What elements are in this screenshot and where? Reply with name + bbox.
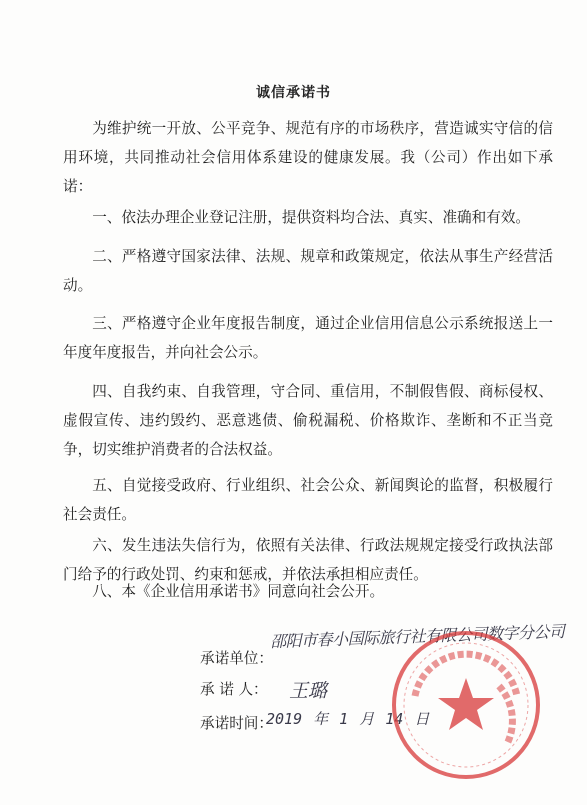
unit-label: 承诺单位： — [200, 650, 273, 667]
signature-date-row — [200, 712, 273, 733]
commitment-item-5: 五、自觉接受政府、行业组织、社会公众、新闻舆论的监督，积极履行社会责任。 — [63, 477, 553, 523]
commitment-item-2: 二、严格遵守国家法律、法规、规章和政策规定，依法从事生产经营活动。 — [63, 248, 553, 294]
intro-paragraph: 为维护统一开放、公平竞争、规范有序的市场秩序，营造诚实守信的信用环境，共同推动社会信用体系建设的健康发展。我（公司）作出如下承诺： — [63, 120, 553, 195]
company-seal-stamp — [387, 626, 545, 784]
signature-unit-row — [200, 647, 273, 668]
commitment-item-6: 六、发生违法失信行为，依照有关法律、行政法规规定接受行政执法部门给予的行政处罚、约束和惩戒，并依法承担相应责任。 — [63, 537, 553, 583]
document-title: 诚信承诺书 — [256, 85, 331, 101]
commitment-item-4: 四、自我约束、自我管理，守合同、重信用，不制假售假、商标侵权、虚假宣传、违约毁约、恶意逃债、偷税漏税、价格欺诈、垄断和不正当竞争，切实维护消费者的合法权益。 — [63, 383, 553, 458]
date-label: 承诺时间： — [200, 715, 273, 732]
handwritten-date: 2019 年 1 月 14 日 — [266, 710, 430, 728]
signature-person-row — [200, 678, 268, 699]
handwritten-signature: 王璐 — [289, 680, 328, 702]
handwritten-unit-name: 邵阳市春小国际旅行社有限公司数字分公司 — [269, 621, 565, 652]
commitment-item-3: 三、严格遵守企业年度报告制度，通过企业信用信息公示系统报送上一年度年度报告，并向社会公示。 — [63, 315, 553, 361]
commitment-item-1: 一、依法办理企业登记注册，提供资料均合法、真实、准确和有效。 — [92, 209, 531, 226]
star-icon — [438, 678, 494, 730]
person-label: 承 诺 人： — [200, 681, 268, 698]
commitment-item-8: 八、本《企业信用承诺书》同意向社会公开。 — [92, 583, 385, 600]
